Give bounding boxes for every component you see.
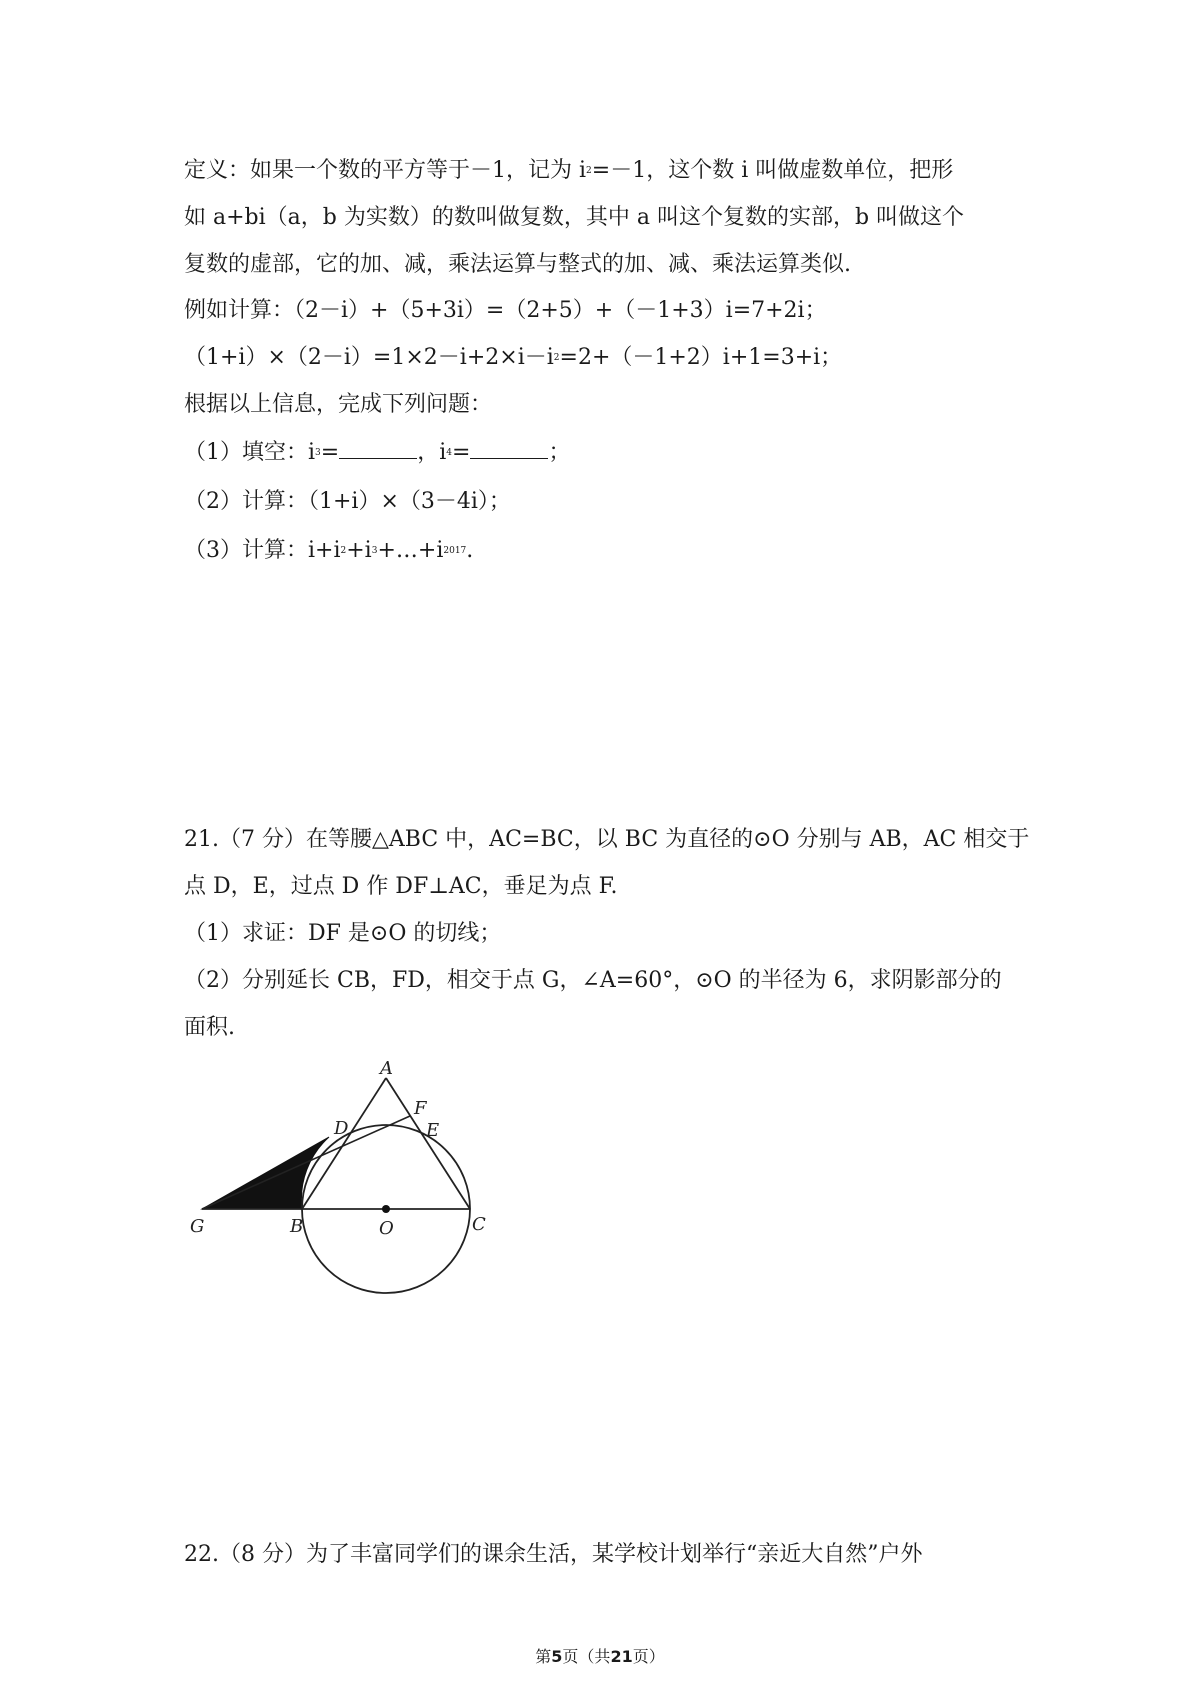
q20-p1-text: （1）填空：i <box>184 440 316 465</box>
page-number: 5 <box>551 1647 563 1666</box>
definition-text: 定义：如果一个数的平方等于－1，记为 i <box>184 158 587 183</box>
footer-text: 页（共 <box>562 1647 611 1666</box>
q21-line-1: 21.（7 分）在等腰△ABC 中，AC=BC，以 BC 为直径的⊙O 分别与 AB，AC 相交于 <box>184 827 1030 852</box>
superscript: 2 <box>586 166 592 176</box>
superscript: 2 <box>340 546 347 556</box>
footer-text: 页） <box>632 1647 665 1666</box>
example-text: =2+（－1+2）i+1=3+i； <box>559 345 843 370</box>
label-e: E <box>426 1120 440 1141</box>
definition-line-3: 复数的虚部，它的加、减，乘法运算与整式的加、减、乘法运算类似. <box>184 252 851 277</box>
q21-part-1: （1）求证：DF 是⊙O 的切线； <box>184 921 502 946</box>
q20-p1-text: ； <box>548 440 571 465</box>
superscript: 2 <box>553 353 560 363</box>
definition-text: =－1，这个数 i 叫做虚数单位，把形 <box>591 158 954 183</box>
q20-p1-text: = <box>320 440 340 465</box>
label-d: D <box>334 1118 349 1139</box>
q21-part-2: （2）分别延长 CB，FD，相交于点 G，∠A=60°，⊙O 的半径为 6，求阴影部分的 <box>184 968 1002 993</box>
definition-line-2: 如 a+bi（a，b 为实数）的数叫做复数，其中 a 叫这个复数的实部，b 叫做这个 <box>184 205 965 230</box>
example-line-2 <box>184 343 842 373</box>
page-footer <box>0 1644 1200 1667</box>
q22-line-1: 22.（8 分）为了丰富同学们的课余生活，某学校计划举行“亲近大自然”户外 <box>184 1542 923 1567</box>
q20-p3-text: . <box>466 538 474 563</box>
q20-part-3 <box>184 536 473 566</box>
label-g: G <box>190 1216 205 1237</box>
label-b: B <box>290 1216 304 1237</box>
superscript: 2017 <box>443 546 467 556</box>
q20-p3-text: +i <box>346 538 372 563</box>
example-text: （1+i）×（2－i）=1×2－i+2×i－i <box>184 345 554 370</box>
q20-p3-text: （3）计算：i+i <box>184 538 341 563</box>
answer-blank-1[interactable] <box>339 438 417 459</box>
instruction: 根据以上信息，完成下列问题： <box>184 392 493 417</box>
q20-p3-text: +…+i <box>377 538 444 563</box>
answer-blank-2[interactable] <box>470 438 548 459</box>
superscript: 4 <box>446 448 452 458</box>
definition-line-1 <box>184 156 953 186</box>
example-line-1: 例如计算：（2－i）+（5+3i）=（2+5）+（－1+3）i=7+2i； <box>184 298 827 323</box>
q20-p1-text: = <box>452 440 471 465</box>
center-point-o <box>382 1205 390 1213</box>
footer-text: 第 <box>535 1647 552 1666</box>
side-ac <box>386 1078 470 1209</box>
label-f: F <box>414 1098 427 1119</box>
label-a: A <box>380 1058 393 1079</box>
q21-line-2: 点 D，E，过点 D 作 DF⊥AC，垂足为点 F. <box>184 874 618 899</box>
q21-part-2-cont: 面积. <box>184 1015 235 1040</box>
superscript: 3 <box>371 546 378 556</box>
q20-p1-text: ，i <box>417 440 447 465</box>
line-gf <box>202 1116 410 1209</box>
side-ab <box>302 1078 386 1209</box>
q20-part-1 <box>184 438 570 468</box>
q20-part-2: （2）计算：（1+i）×（3－4i）； <box>184 489 511 514</box>
label-c: C <box>472 1214 486 1235</box>
geometry-figure <box>184 1040 504 1300</box>
label-o: O <box>379 1218 394 1239</box>
superscript: 3 <box>315 448 321 458</box>
total-pages: 21 <box>610 1647 633 1666</box>
